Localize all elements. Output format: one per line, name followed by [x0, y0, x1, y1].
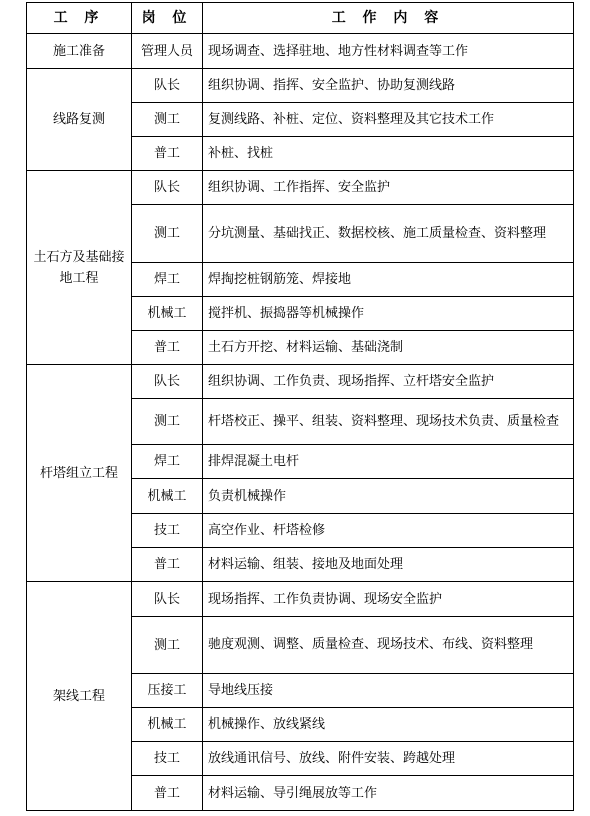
work-cell: 材料运输、导引绳展放等工作: [203, 776, 574, 811]
role-cell: 普工: [132, 137, 203, 171]
work-cell: 杆塔校正、操平、组装、资料整理、现场技术负责、质量检查: [203, 399, 574, 445]
work-cell: 分坑测量、基础找正、数据校核、施工质量检查、资料整理: [203, 205, 574, 263]
work-cell: 现场指挥、工作负责协调、现场安全监护: [203, 582, 574, 617]
role-cell: 机械工: [132, 479, 203, 514]
role-cell: 队长: [132, 171, 203, 205]
role-cell: 测工: [132, 617, 203, 674]
role-cell: 普工: [132, 548, 203, 582]
work-cell: 导地线压接: [203, 674, 574, 708]
personnel-duty-table-container: [26, 2, 573, 811]
role-cell: 机械工: [132, 708, 203, 742]
role-cell: 普工: [132, 331, 203, 365]
process-cell: 杆塔组立工程: [27, 365, 132, 582]
work-cell: 驰度观测、调整、质量检查、现场技术、布线、资料整理: [203, 617, 574, 674]
work-cell: 组织协调、工作负责、现场指挥、立杆塔安全监护: [203, 365, 574, 399]
work-cell: 组织协调、指挥、安全监护、协助复测线路: [203, 69, 574, 103]
role-cell: 队长: [132, 69, 203, 103]
header-process: 工 序: [27, 3, 132, 34]
role-cell: 测工: [132, 399, 203, 445]
role-cell: 焊工: [132, 445, 203, 479]
role-cell: 机械工: [132, 297, 203, 331]
header-work: 工 作 内 容: [203, 3, 574, 34]
role-cell: 技工: [132, 742, 203, 776]
work-cell: 机械操作、放线紧线: [203, 708, 574, 742]
role-cell: 队长: [132, 582, 203, 617]
header-role: 岗 位: [132, 3, 203, 34]
table-row: [27, 34, 574, 69]
work-cell: 复测线路、补桩、定位、资料整理及其它技术工作: [203, 103, 574, 137]
work-cell: 组织协调、工作指挥、安全监护: [203, 171, 574, 205]
role-cell: 普工: [132, 776, 203, 811]
role-cell: 管理人员: [132, 34, 203, 69]
process-cell: 施工准备: [27, 34, 132, 69]
table-row: [27, 365, 574, 399]
table-row: [27, 69, 574, 103]
work-cell: 补桩、找桩: [203, 137, 574, 171]
work-cell: 放线通讯信号、放线、附件安装、跨越处理: [203, 742, 574, 776]
role-cell: 压接工: [132, 674, 203, 708]
role-cell: 测工: [132, 103, 203, 137]
table-row: [27, 171, 574, 205]
role-cell: 焊工: [132, 263, 203, 297]
work-cell: 焊掏挖桩钢筋笼、焊接地: [203, 263, 574, 297]
personnel-duty-table: [26, 2, 574, 811]
role-cell: 测工: [132, 205, 203, 263]
process-cell: 土石方及基础接地工程: [27, 171, 132, 365]
table-header-row: [27, 3, 574, 34]
work-cell: 高空作业、杆塔检修: [203, 514, 574, 548]
work-cell: 搅拌机、振捣器等机械操作: [203, 297, 574, 331]
work-cell: 材料运输、组装、接地及地面处理: [203, 548, 574, 582]
process-cell: 架线工程: [27, 582, 132, 811]
role-cell: 队长: [132, 365, 203, 399]
work-cell: 排焊混凝土电杆: [203, 445, 574, 479]
table-row: [27, 582, 574, 617]
role-cell: 技工: [132, 514, 203, 548]
work-cell: 现场调查、选择驻地、地方性材料调查等工作: [203, 34, 574, 69]
work-cell: 负责机械操作: [203, 479, 574, 514]
work-cell: 土石方开挖、材料运输、基础浇制: [203, 331, 574, 365]
process-cell: 线路复测: [27, 69, 132, 171]
